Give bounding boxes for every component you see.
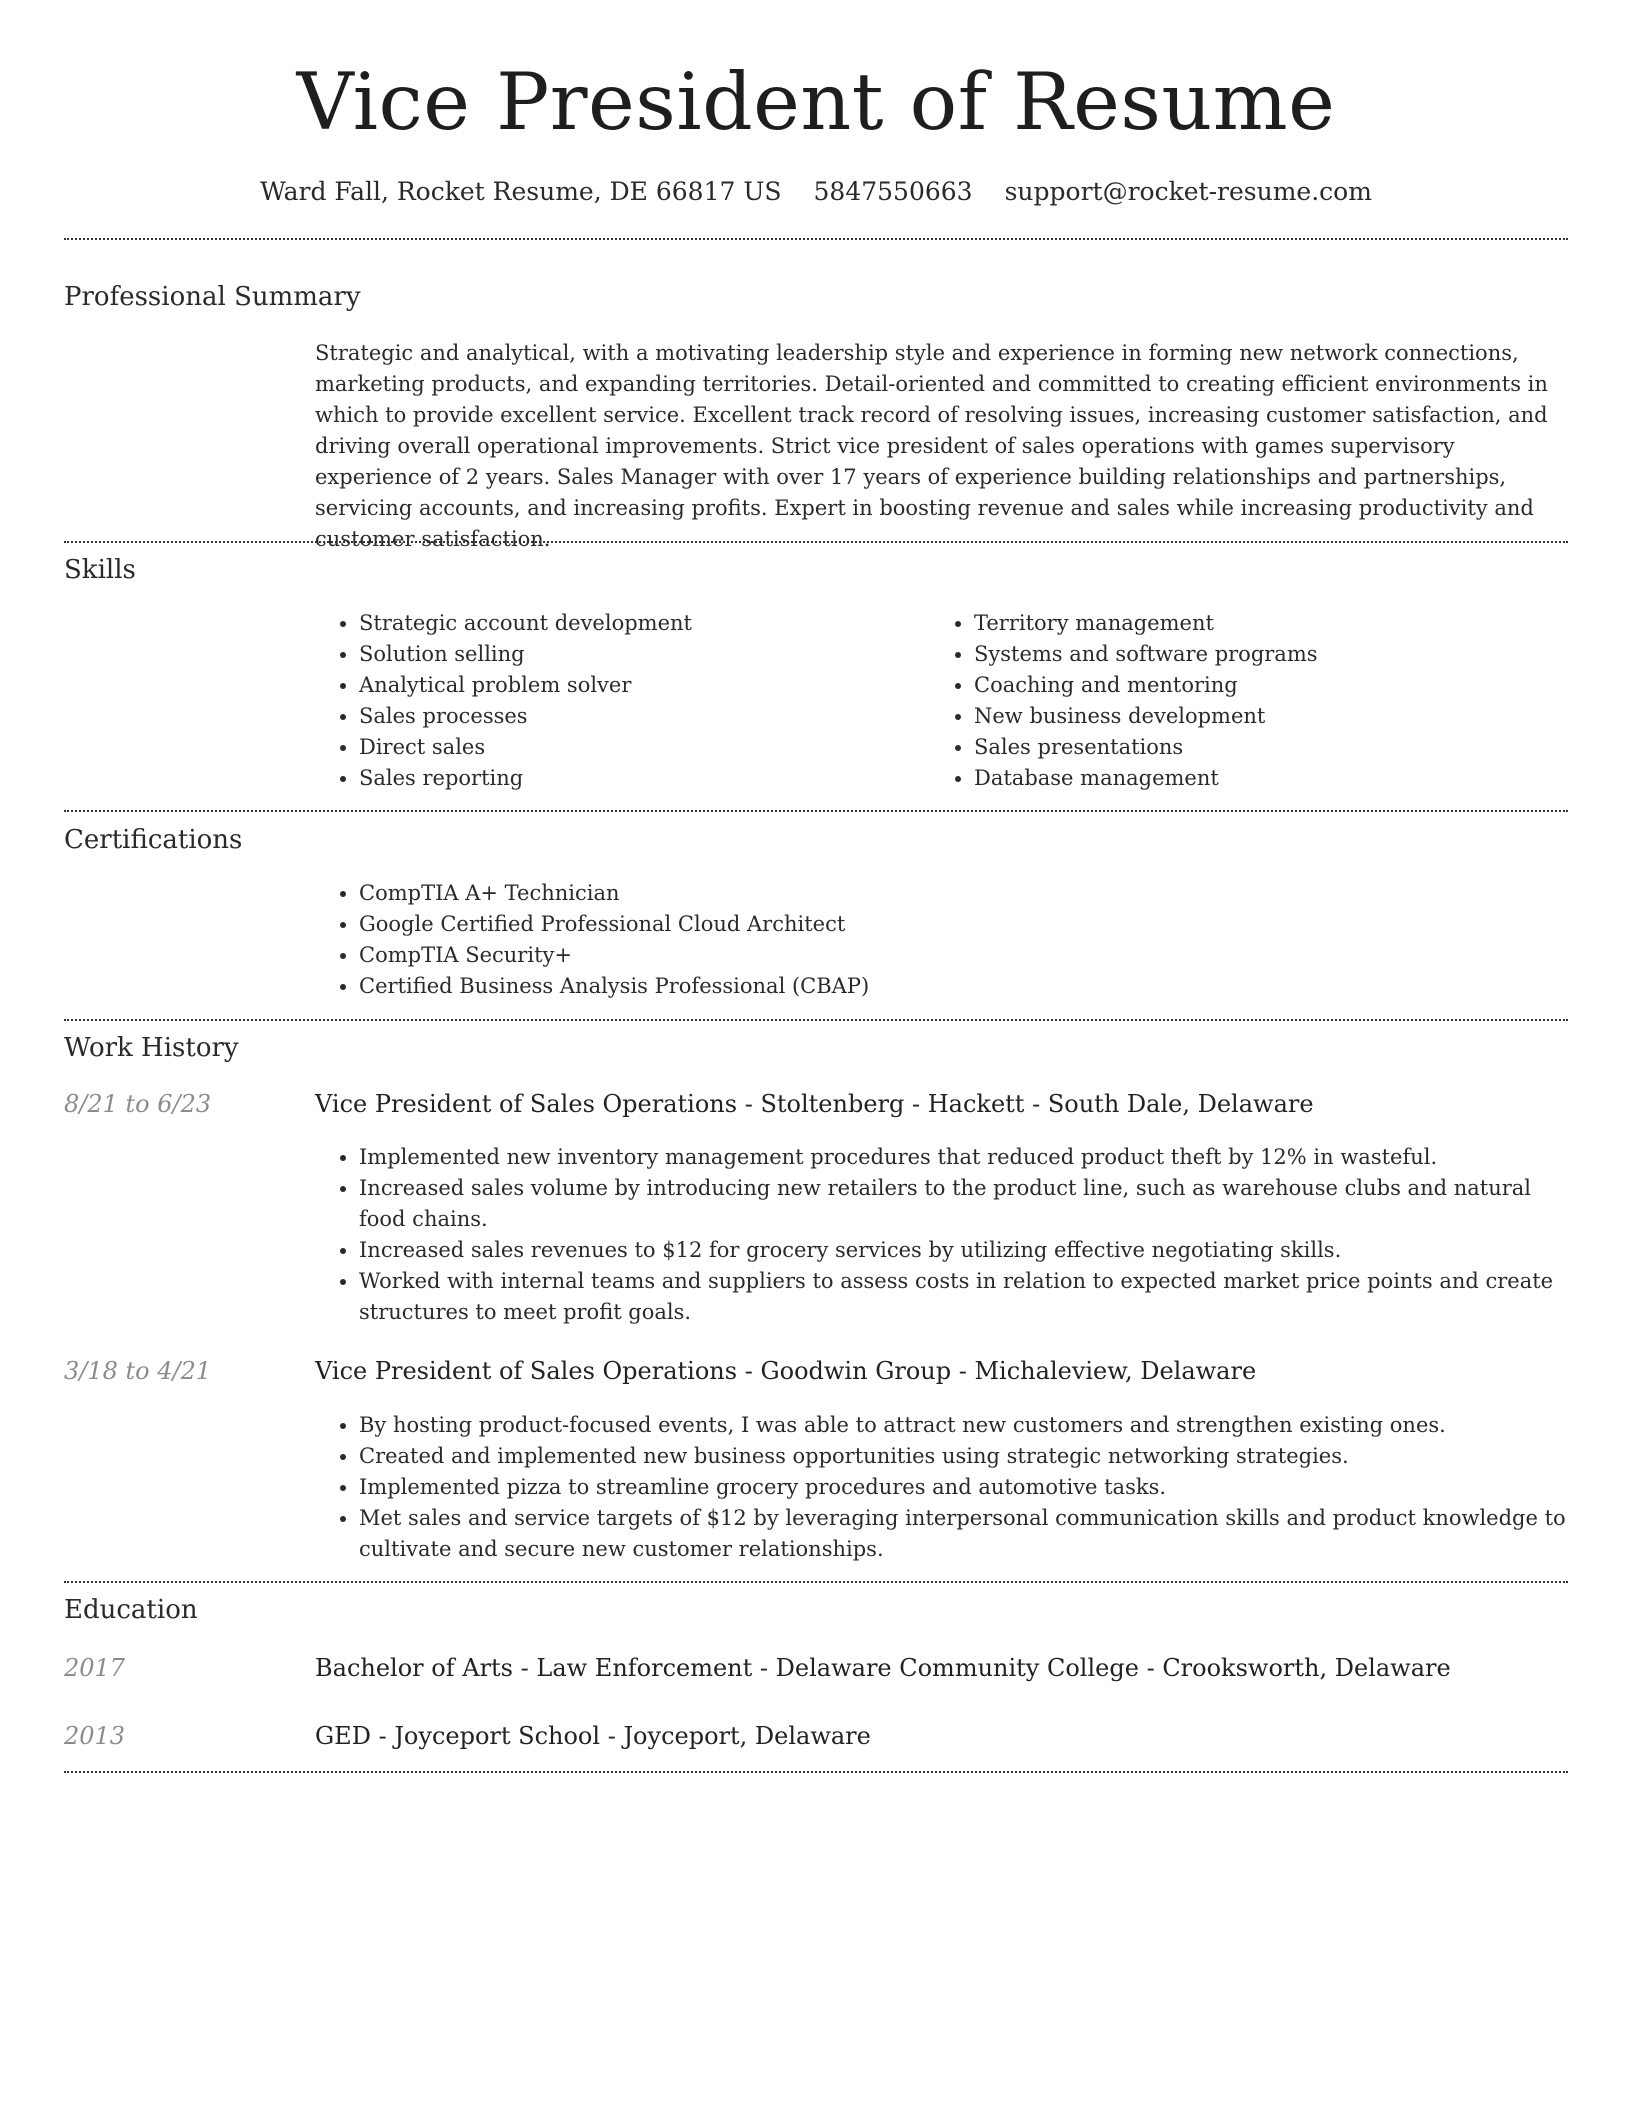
section-title-education: Education xyxy=(64,1595,198,1625)
divider xyxy=(64,1771,1568,1773)
contact-email: support@rocket-resume.com xyxy=(1004,177,1372,206)
education-heading: Bachelor of Arts - Law Enforcement - Delaware Community College - Crooksworth, Delaware xyxy=(315,1654,1451,1682)
section-title-work-history: Work History xyxy=(64,1033,239,1063)
skills-column-right xyxy=(930,608,1545,794)
education-location: Joyceport, Delaware xyxy=(623,1722,871,1750)
candidate-name: Vice President of Resume xyxy=(296,56,1336,148)
certification-item: • CompTIA Security+ xyxy=(359,940,1570,971)
responsibility-item: • Met sales and service targets of $12 by leveraging interpersonal communication skills and product knowledge to cultivate and secure new customer relationships. xyxy=(359,1503,1570,1565)
skill-item: • Coaching and mentoring xyxy=(974,670,1545,701)
skill-item: • Sales reporting xyxy=(359,763,930,794)
certification-item: • Certified Business Analysis Professional (CBAP) xyxy=(359,971,1570,1002)
job-responsibilities xyxy=(315,1142,1570,1328)
responsibility-item: • By hosting product-focused events, I was able to attract new customers and strengthen existing ones. xyxy=(359,1410,1570,1441)
job-dates: 3/18 to 4/21 xyxy=(64,1357,212,1385)
certification-item: • Google Certified Professional Cloud Architect xyxy=(359,909,1570,940)
education-field: Law Enforcement xyxy=(536,1654,753,1682)
job-dates: 8/21 to 6/23 xyxy=(64,1090,212,1118)
responsibility-item: • Created and implemented new business opportunities using strategic networking strategies. xyxy=(359,1441,1570,1472)
contact-info xyxy=(0,176,1632,208)
contact-phone: 5847550663 xyxy=(813,177,973,206)
divider xyxy=(64,810,1568,812)
skill-item: • Solution selling xyxy=(359,639,930,670)
skill-item: • Systems and software programs xyxy=(974,639,1545,670)
skill-item: • Territory management xyxy=(974,608,1545,639)
job-heading: Vice President of Sales Operations - Stoltenberg - Hackett - South Dale, Delaware xyxy=(315,1090,1314,1118)
responsibility-item: • Increased sales revenues to $12 for grocery services by utilizing effective negotiating skills. xyxy=(359,1235,1570,1266)
education-location: Crooksworth, Delaware xyxy=(1162,1654,1451,1682)
skill-item: • Strategic account development xyxy=(359,608,930,639)
section-title-skills: Skills xyxy=(64,555,136,585)
divider xyxy=(64,541,1568,543)
certification-item: • CompTIA A+ Technician xyxy=(359,878,1570,909)
skill-item: • Sales processes xyxy=(359,701,930,732)
resume-header xyxy=(0,50,1632,208)
section-title-certifications: Certifications xyxy=(64,825,243,855)
responsibility-item: • Implemented new inventory management procedures that reduced product theft by 12% in wasteful. xyxy=(359,1142,1570,1173)
education-year: 2013 xyxy=(64,1722,126,1750)
summary-text: Strategic and analytical, with a motivating leadership style and experience in forming new network connections, marketing products, and expanding territories. Detail-oriented and committed to creating efficient environments in which to provide excellent service. Excellent track record of resolving issues, increasing customer satisfaction, and driving overall operational improvements. Strict vice president of sales operations with games supervisory experience of 2 years. Sales Manager with over 17 years of experience building relationships and partnerships, servicing accounts, and increasing profits. Expert in boosting revenue and sales while increasing productivity and customer satisfaction. xyxy=(315,341,1548,551)
education-degree: Bachelor of Arts xyxy=(315,1654,513,1682)
education-school: Joyceport School xyxy=(394,1722,601,1750)
education-heading: GED - Joyceport School - Joyceport, Delaware xyxy=(315,1722,871,1750)
section-title-summary: Professional Summary xyxy=(64,282,361,312)
skill-item: • Sales presentations xyxy=(974,732,1545,763)
responsibility-item: • Increased sales volume by introducing new retailers to the product line, such as warehouse clubs and natural food chains. xyxy=(359,1173,1570,1235)
contact-address: Ward Fall, Rocket Resume, DE 66817 US xyxy=(260,177,782,206)
job-location: South Dale, Delaware xyxy=(1047,1090,1314,1118)
job-location: Michaleview, Delaware xyxy=(974,1357,1257,1385)
skills-list xyxy=(315,608,1570,794)
divider xyxy=(64,1581,1568,1583)
skill-item: • Analytical problem solver xyxy=(359,670,930,701)
skill-item: • New business development xyxy=(974,701,1545,732)
skills-column-left xyxy=(315,608,930,794)
job-position: Vice President of Sales Operations xyxy=(315,1090,738,1118)
job-position: Vice President of Sales Operations xyxy=(315,1357,738,1385)
divider xyxy=(64,238,1568,240)
education-degree: GED xyxy=(315,1722,371,1750)
responsibility-item: • Worked with internal teams and suppliers to assess costs in relation to expected market price points and create structures to meet profit goals. xyxy=(359,1266,1570,1328)
divider xyxy=(64,1019,1568,1021)
job-heading: Vice President of Sales Operations - Goodwin Group - Michaleview, Delaware xyxy=(315,1357,1257,1385)
certifications-list xyxy=(315,878,1570,1002)
skill-item: • Direct sales xyxy=(359,732,930,763)
responsibility-item: • Implemented pizza to streamline grocery procedures and automotive tasks. xyxy=(359,1472,1570,1503)
education-school: Delaware Community College xyxy=(775,1654,1139,1682)
job-company: Goodwin Group xyxy=(760,1357,952,1385)
job-company: Stoltenberg - Hackett xyxy=(760,1090,1025,1118)
job-responsibilities xyxy=(315,1410,1570,1565)
education-year: 2017 xyxy=(64,1654,126,1682)
skill-item: • Database management xyxy=(974,763,1545,794)
